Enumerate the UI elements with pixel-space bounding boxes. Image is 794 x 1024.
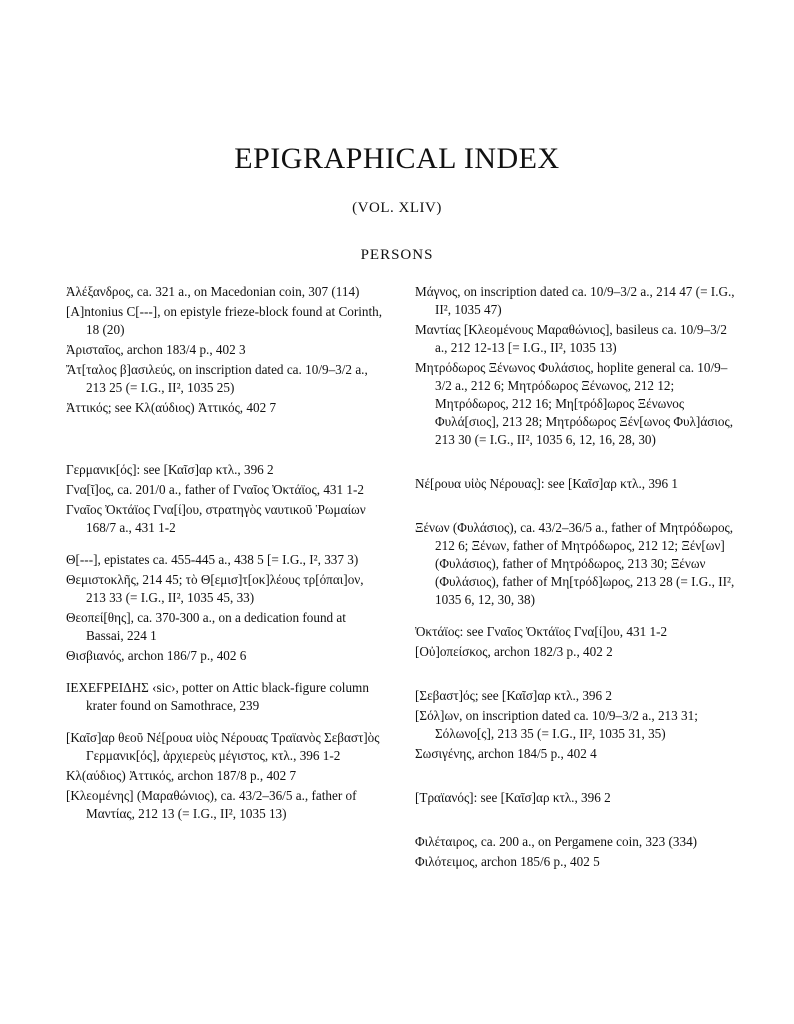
index-entry: Μάγνος, on inscription dated ca. 10/9–3/2 a., 214 47 (= I.G., II², 1035 47): [415, 284, 735, 317]
index-entry: [A]ntonius C[---], on epistyle frieze-block found at Corinth, 18 (20): [66, 304, 383, 337]
index-entry: Ἀττικός; see Κλ(αύδιος) Ἀττικός, 402 7: [66, 400, 277, 415]
index-entry: Θεοπεί[θης], ca. 370-300 a., on a dedication found at Bassai, 224 1: [66, 610, 346, 643]
index-entry: Γερμανικ[ός]: see [Καῖσ]αρ κτλ., 396 2: [66, 462, 274, 477]
index-entry: [Σεβαστ]ός; see [Καῖσ]αρ κτλ., 396 2: [415, 688, 613, 703]
index-entry: Μητρόδωρος Ξένωνος Φυλάσιος, hoplite general ca. 10/9–3/2 a., 212 6; Μητρόδωρος Ξένωνος, 212 12; Μητρόδωρος, 212 16; Μη[τρόδ]ωρος Ξένωνος Φυλά[σιος], 213 28; Μητρόδωρος Ξέν[ωνος Φυλ]άσιος, 213 30 (= I.G., II², 1035 6, 12, 16, 28, 30): [415, 360, 733, 447]
index-entry: [Κλεομένης] (Μαραθώνιος), ca. 43/2–36/5 a., father of Μαντίας, 212 13 (= I.G., II², 1035 13): [66, 788, 357, 821]
left-column: [66, 283, 386, 825]
index-entry: ΙΕΧΕϜΡΕΙΔΗΣ ‹sic›, potter on Attic black-figure column krater found on Samothrace, 239: [66, 680, 369, 713]
index-entry: Ἄτ[ταλος β]ασιλεύς, on inscription dated ca. 10/9–3/2 a., 213 25 (= I.G., II², 1035 25): [66, 362, 368, 395]
index-entry: Θισβιανός, archon 186/7 p., 402 6: [66, 648, 247, 663]
index-entry: Σωσιγένης, archon 184/5 p., 402 4: [415, 746, 597, 761]
index-entry: Κλ(αύδιος) Ἀττικός, archon 187/8 p., 402 7: [66, 768, 297, 783]
index-entry: [Καῖσ]αρ θεοῦ Νέ[ρουα υἱὸς Νέρουας Τραϊανὸς Σεβαστ]ὸς Γερμανικ[ός], ἀρχιερεὺς μέγιστος, κτλ., 396 1-2: [66, 730, 380, 763]
index-entry: Γνα[ῖ]ος, ca. 201/0 a., father of Γναῖος Ὀκτάϊος, 431 1-2: [66, 482, 365, 497]
index-entry: Ἀρισταῖος, archon 183/4 p., 402 3: [66, 342, 246, 357]
index-entry: Μαντίας [Κλεομένους Μαραθώνιος], basileus ca. 10/9–3/2 a., 212 12-13 [= I.G., II², 1035 13): [415, 322, 727, 355]
index-entry: Θ[---], epistates ca. 455-445 a., 438 5 [= I.G., I², 337 3): [66, 552, 359, 567]
index-entry: [Τραϊανός]: see [Καῖσ]αρ κτλ., 396 2: [415, 790, 611, 805]
right-column: [415, 283, 735, 873]
index-entry: Ὀκτάϊος: see Γναῖος Ὀκτάϊος Γνα[ί]ου, 431 1-2: [415, 624, 668, 639]
index-entry: Γναῖος Ὀκτάϊος Γνα[ί]ου, στρατηγὸς ναυτικοῦ Ῥωμαίων 168/7 a., 431 1-2: [66, 502, 366, 535]
index-entry: [Σόλ]ων, on inscription dated ca. 10/9–3/2 a., 213 31; Σόλωνο[ς], 213 35 (= I.G., II², 1035 31, 35): [415, 708, 698, 741]
index-entry: Νέ[ρουα υἱὸς Νέρουας]: see [Καῖσ]αρ κτλ., 396 1: [415, 476, 679, 491]
section-heading: PERSONS: [360, 247, 434, 263]
index-entry: [Οὐ]οπείσκος, archon 182/3 p., 402 2: [415, 644, 613, 659]
index-entry: Ἀλέξανδρος, ca. 321 a., on Macedonian coin, 307 (114): [66, 284, 360, 299]
index-entry: Φιλέταιρος, ca. 200 a., on Pergamene coin, 323 (334): [415, 834, 698, 849]
volume-label: (VOL. XLIV): [352, 200, 442, 216]
index-entry: Θεμιστοκλῆς, 214 45; τὸ Θ[εμισ]τ[οκ]λέους τρ[όπαι]ον, 213 33 (= I.G., II², 1035 45, 33): [66, 572, 364, 605]
index-entry: Ξένων (Φυλάσιος), ca. 43/2–36/5 a., father of Μητρόδωρος, 212 6; Ξένων, father of Μητρόδωρος, 212 12; Ξέν[ων] (Φυλάσιος), father of Μητρόδωρος, 213 30; Ξένων (Φυλάσιος), father of Μη[τρόδ]ωρος, 213 28 (= I.G., II², 1035 6, 12, 30, 38): [415, 520, 735, 607]
index-entry: Φιλότειμος, archon 185/6 p., 402 5: [415, 854, 600, 869]
page-title: EPIGRAPHICAL INDEX: [234, 142, 560, 175]
